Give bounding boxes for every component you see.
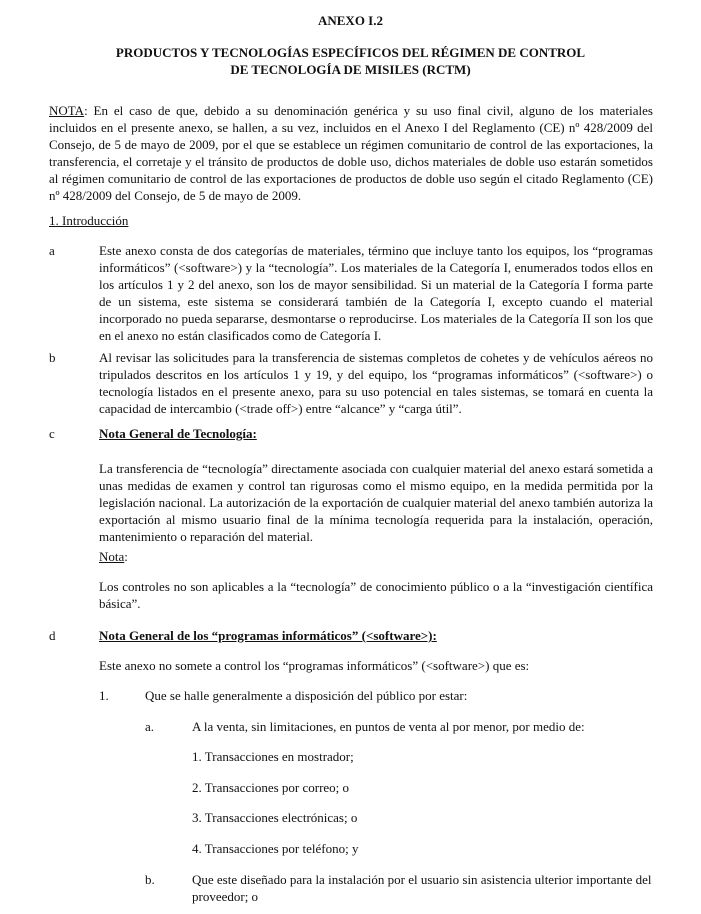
sub-b-letter: b.: [145, 872, 155, 887]
item-b-letter: b: [49, 350, 56, 365]
nota-paragraph: [49, 102, 653, 204]
list-item: 3. Transacciones electrónicas; o: [192, 810, 358, 825]
item-c-letter: c: [49, 426, 55, 441]
item-a-letter: a: [49, 243, 55, 258]
item-c-title: Nota General de Tecnología:: [99, 426, 257, 441]
sub-a-letter: a.: [145, 719, 155, 734]
item-c-note-word: Nota: [99, 549, 125, 564]
section-1-title: 1. Introducción: [49, 213, 129, 228]
heading-line-1: PRODUCTOS Y TECNOLOGÍAS ESPECÍFICOS DEL RÉGIMEN DE CONTROL: [115, 45, 586, 60]
item-c-text: La transferencia de “tecnología” directamente asociada con cualquier material del anexo estará sometida a unas medidas de examen y control tan rigurosas como el mismo equipo, en la medida permitida por la legislación nacional. La autorización de la exportación de cualquier material del anexo también autoriza la exportación al mismo usuario final de la mínima tecnología requerida para la instalación, operación, mantenimiento o reparación del material.: [99, 461, 653, 544]
item-a-text: Este anexo consta de dos categorías de materiales, término que incluye tanto los equipos, los “programas informáticos” (<software>) y la “tecnología”. Los materiales de la Categoría I, enumerados todos ellos en los artículos 1 y 2 del anexo, son los de mayor sensibilidad. Si un material de la Categoría I forma parte de un sistema, este sistema se considerará también de la Categoría I, excepto cuando el material incorporado no pueda separarse, desmontarse o reproducirse. Los materiales de la Categoría II son los que en el anexo no están clasificados como de Categoría I.: [99, 243, 653, 343]
item-c-note-text: Los controles no son aplicables a la “tecnología” de conocimiento público o a la “investigación científica básica”.: [99, 579, 653, 611]
point-1-number: 1.: [99, 688, 109, 703]
item-c-note-label: [99, 548, 128, 565]
item-b-text: Al revisar las solicitudes para la transferencia de sistemas completos de cohetes y de vehículos aéreos no tripulados descritos en los artículos 1 y 19, y del equipo, los “programas informáticos” (<software>) o tecnología listados en el presente anexo, para su uso potencial en tales sistemas, se tomará en cuenta la capacidad de intercambio (<trade off>) entre “alcance” y “carga útil”.: [99, 350, 653, 416]
item-d-intro: Este anexo no somete a control los “programas informáticos” (<software>) que es:: [99, 658, 530, 673]
sub-b-text: Que este diseñado para la instalación por el usuario sin asistencia ulterior importante del proveedor; o: [192, 872, 652, 904]
heading-line-2: DE TECNOLOGÍA DE MISILES (RCTM): [230, 62, 471, 77]
nota-text: : En el caso de que, debido a su denominación genérica y su uso final civil, alguno de los materiales incluidos en el presente anexo, se hallen, a su vez, incluidos en el Anexo I del Reglamento (CE) nº 428/2009 del Consejo, de 5 de mayo de 2009, por el que se establece un régimen comunitario de control de las exportaciones, la transferencia, el corretaje y el tránsito de productos de doble uso, dichos materiales de doble uso estarán sometidos al régimen comunitario de control de las exportaciones de productos de doble uso según el citado Reglamento (CE) nº 428/2009 del Consejo, de 5 de mayo de 2009.: [49, 103, 653, 203]
nota-label: NOTA: [49, 103, 85, 118]
item-c-note-colon: :: [124, 549, 128, 564]
list-item: 4. Transacciones por teléfono; y: [192, 841, 359, 856]
annex-title: ANEXO I.2: [317, 13, 383, 28]
item-d-title: Nota General de los “programas informáticos” (<software>):: [99, 628, 437, 643]
sub-a-text: A la venta, sin limitaciones, en puntos de venta al por menor, por medio de:: [192, 719, 585, 734]
point-1-text: Que se halle generalmente a disposición del público por estar:: [145, 688, 468, 703]
item-d-letter: d: [49, 628, 56, 643]
list-item: 2. Transacciones por correo; o: [192, 780, 350, 795]
list-item: 1. Transacciones en mostrador;: [192, 749, 354, 764]
